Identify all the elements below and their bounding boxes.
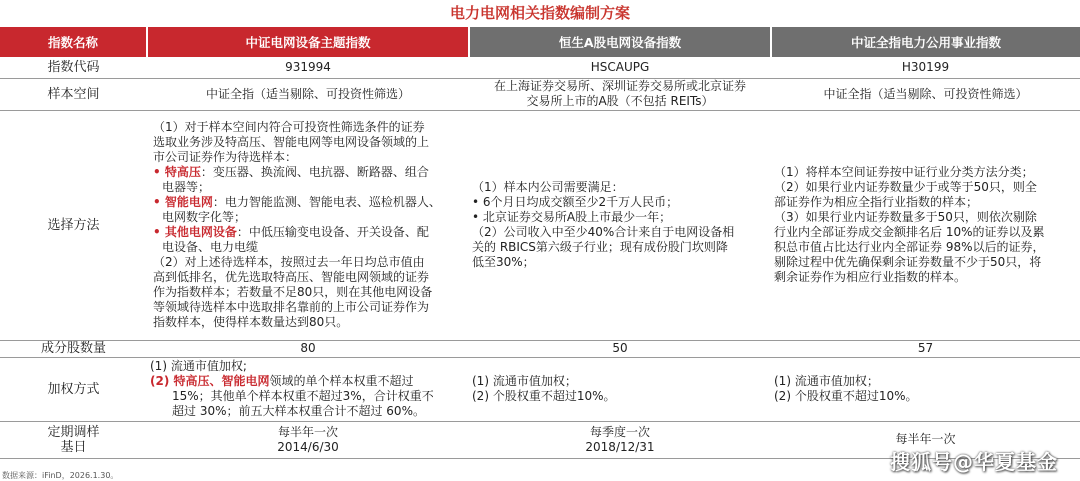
- row-weighting: [0, 357, 1080, 421]
- method-2-line: （1）样本内公司需要满足：: [472, 180, 624, 194]
- method-1-line: 指数样本，使得样本数量达到80只。: [153, 315, 349, 329]
- method-3-line: 剩余证券作为相应行业指数的样本。: [774, 270, 967, 284]
- method-3-line: 部证券作为相应全指行业指数的样本；: [774, 195, 979, 209]
- weight-1-line: (1) 流通市值加权;: [150, 359, 247, 373]
- cell-method-3: [771, 110, 1080, 340]
- weight-2-line: (1) 流通市值加权；: [472, 374, 577, 388]
- cell-method-2: [469, 110, 771, 340]
- row-index-code: [0, 57, 1080, 78]
- method-1-line: （1）对于样本空间内符合可投资性筛选条件的证券: [153, 120, 425, 134]
- header-csi-utilities: 中证全指电力公用事业指数: [771, 27, 1080, 57]
- method-2-line: • 北京证券交易所A股上市最少一年；: [472, 210, 672, 224]
- weight-1-line: (2) 特高压、智能电网领域的单个样本权重不超过: [150, 374, 414, 388]
- row-selection-method: [0, 110, 1080, 340]
- cell-rebal-3: 每半年一次: [771, 421, 1080, 458]
- method-1-line: 市公司证券作为待选样本：: [153, 150, 298, 164]
- space-2-line: 交易所上市的A股（不包括 REITs）: [526, 94, 714, 108]
- label-selection-method: 选择方法: [0, 110, 147, 340]
- method-3-line: 剔除过程中优先确保剩余证券数量不少于50只，将: [774, 255, 1042, 269]
- cell-code-3: H30199: [771, 57, 1080, 78]
- cell-rebal-1: 每半年一次 2014/6/30: [147, 421, 469, 458]
- method-1-line: 电网数字化等；: [162, 210, 247, 224]
- cell-space-2: [469, 78, 771, 110]
- cell-count-1: 80: [147, 340, 469, 357]
- weight-3-line: (1) 流通市值加权；: [774, 374, 879, 388]
- label-sample-space: 样本空间: [0, 78, 147, 110]
- cell-code-1: 931994: [147, 57, 469, 78]
- label-weighting: 加权方式: [0, 357, 147, 421]
- weight-3-line: (2) 个股权重不超过10%。: [774, 389, 918, 403]
- page-title: 电力电网相关指数编制方案: [449, 4, 630, 22]
- method-2-line: 低至30%；: [472, 255, 535, 269]
- method-2-line: （2）公司收入中至少40%合计来自于电网设备相: [472, 225, 735, 239]
- method-2-line: 关的 RBICS第六级子行业；现有成份股门坎则降: [472, 240, 728, 254]
- row-constituent-count: [0, 340, 1080, 357]
- method-1-line: 选取业务涉及特高压、智能电网等电网设备领域的上: [153, 135, 430, 149]
- header-index-name: 指数名称: [0, 27, 147, 57]
- bullet-other-grid: • 其他电网设备：中低压输变电设备、开关设备、配: [153, 225, 429, 239]
- keyword-uhv: 特高压: [164, 165, 201, 179]
- bullet-uhv: • 特高压：变压器、换流阀、电抗器、断路器、组合: [153, 165, 429, 179]
- method-2-line: • 6个月日均成交额至少2千万人民币；: [472, 195, 679, 209]
- header-csi-grid-equipment: 中证电网设备主题指数: [147, 27, 469, 57]
- cell-space-3: 中证全指（适当剔除、可投资性筛选）: [771, 78, 1080, 110]
- keyword-other-grid: 其他电网设备: [164, 225, 237, 239]
- cell-count-3: 57: [771, 340, 1080, 357]
- cell-space-1: 中证全指（适当剔除、可投资性筛选）: [147, 78, 469, 110]
- method-1-line: 高到低排名，优先选取特高压、智能电网领域的证券: [153, 270, 430, 284]
- cell-weight-3: [771, 357, 1080, 421]
- space-2-line: 在上海证券交易所、深圳证券交易所或北京证券: [493, 79, 746, 93]
- method-1-line: 等领域待选样本中选取排名靠前的上市公司证券作为: [153, 300, 430, 314]
- method-1-line: 电器等；: [162, 180, 211, 194]
- cell-count-2: 50: [469, 340, 771, 357]
- cell-weight-1: [147, 357, 469, 421]
- keyword-weight-cap: (2) 特高压、智能电网: [150, 374, 270, 388]
- row-sample-space: [0, 78, 1080, 110]
- method-1-line: 电设备、电力电缆: [162, 240, 259, 254]
- method-3-line: （2）如果行业内证券数量少于或等于50只，则全: [774, 180, 1037, 194]
- method-3-line: 行业内全部证券成交金额排名后 10%的证券以及累: [774, 225, 1045, 239]
- method-1-line: 作为指数样本；若数量不足80只，则在其他电网设备: [153, 285, 433, 299]
- method-3-line: （1）将样本空间证券按中证行业分类方法分类；: [774, 165, 1034, 179]
- label-constituent-count: 成分股数量: [0, 340, 147, 357]
- index-comparison-table: [0, 27, 1080, 459]
- weight-1-line: 15%；其他单个样本权重不超过3%，合计权重不: [172, 389, 434, 403]
- data-source-note: 数据来源：iFinD，2026.1.30。: [2, 471, 119, 480]
- header-row: [0, 27, 1080, 57]
- cell-weight-2: [469, 357, 771, 421]
- weight-2-line: (2) 个股权重不超过10%。: [472, 389, 616, 403]
- cell-rebal-2: 每季度一次 2018/12/31: [469, 421, 771, 458]
- cell-code-2: HSCAUPG: [469, 57, 771, 78]
- keyword-smart-grid: 智能电网: [164, 195, 213, 209]
- watermark: 搜狐号@华夏基金: [890, 450, 1058, 474]
- method-1-line: （2）对上述待选样本，按照过去一年日均总市值由: [153, 255, 425, 269]
- bullet-smart-grid: • 智能电网：电力智能监测、智能电表、巡检机器人、: [153, 195, 441, 209]
- cell-method-1: [147, 110, 469, 340]
- label-index-code: 指数代码: [0, 57, 147, 78]
- method-3-line: 积总市值占比达行业内全部证券 98%以后的证券，: [774, 240, 1045, 254]
- method-3-line: （3）如果行业内证券数量多于50只，则依次剔除: [774, 210, 1037, 224]
- label-rebalance-basedate: 定期调样 基日: [0, 421, 147, 458]
- weight-1-line: 超过 30%；前五大样本权重合计不超过 60%。: [172, 404, 425, 418]
- header-hang-seng-grid: 恒生A股电网设备指数: [469, 27, 771, 57]
